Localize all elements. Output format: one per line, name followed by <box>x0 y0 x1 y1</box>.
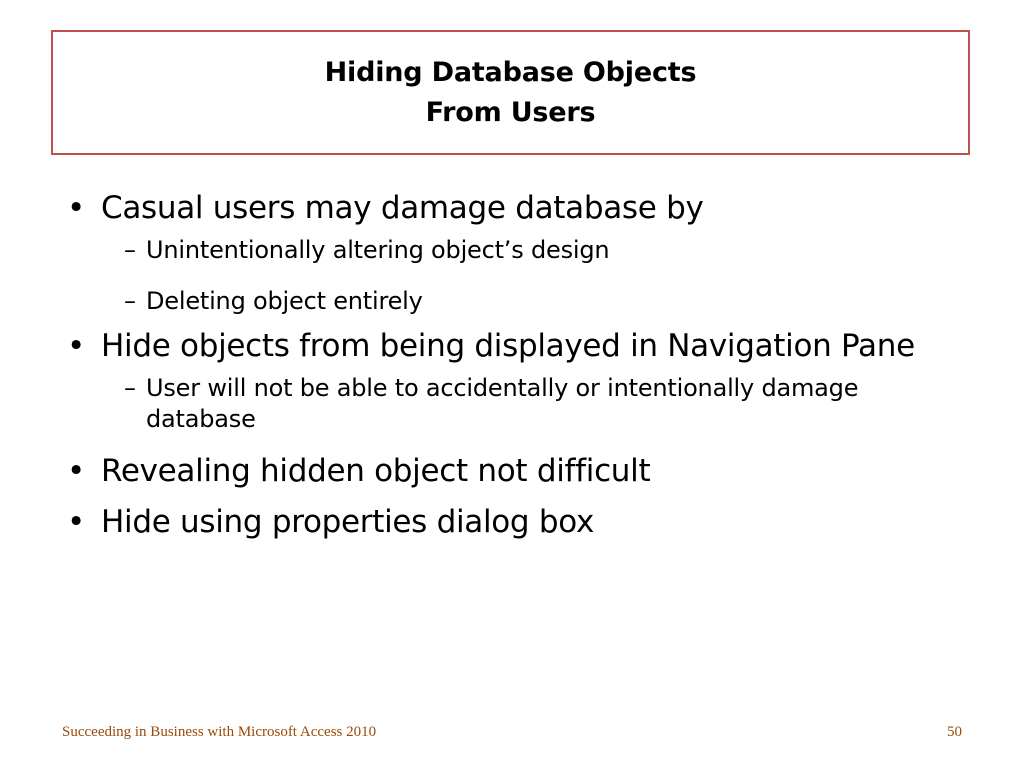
sub-bullet-item: – Deleting object entirely <box>60 286 960 317</box>
slide-title-box <box>51 30 970 155</box>
bullet-item: • Casual users may damage database by <box>60 186 960 230</box>
bullet-item: • Hide objects from being displayed in Navigation Pane <box>60 324 960 368</box>
bullet-item: • Hide using properties dialog box <box>60 500 960 544</box>
footer-text: Succeeding in Business with Microsoft Access 2010 <box>62 724 377 740</box>
bullet-list <box>60 186 960 544</box>
sub-bullet-item: – Unintentionally altering object’s design <box>60 235 960 266</box>
slide-title-line-1: Hiding Database Objects <box>324 56 697 88</box>
sub-bullet-item: – User will not be able to accidentally or intentionally damage database <box>60 373 960 435</box>
page-number: 50 <box>947 724 962 740</box>
slide-title-line-2: From Users <box>425 96 596 128</box>
bullet-item: • Revealing hidden object not difficult <box>60 449 960 493</box>
